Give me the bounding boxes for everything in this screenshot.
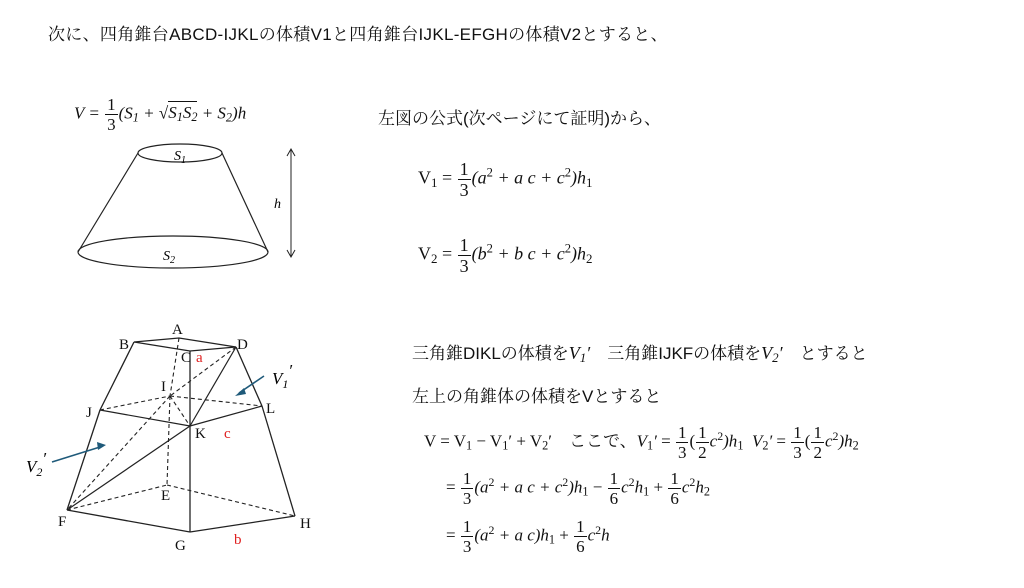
edge-DL: [236, 347, 262, 406]
label-h: h: [274, 197, 281, 212]
label-I: I: [161, 379, 166, 395]
edge-KL: [190, 406, 262, 426]
volume-v-line: 左上の角錐体の体積をVとすると: [412, 387, 662, 406]
v1-equation: $V_1$ = $\frac{1}{3}$ ($a^2 + a$ $c + c^2)h_1$: [418, 159, 593, 200]
hidden-FE: [67, 485, 167, 510]
label-v2p: $V_2'$: [26, 449, 47, 479]
label-G: G: [175, 538, 186, 554]
edge-GH: [190, 516, 295, 532]
label-C: C: [181, 350, 192, 366]
label-D: D: [237, 337, 248, 353]
arrow-v1p-head: [235, 388, 246, 396]
label-F: F: [58, 514, 67, 530]
formula-note: 左図の公式(次ページにて証明)から、: [378, 109, 661, 128]
label-H: H: [300, 516, 311, 532]
hidden-AI: [170, 338, 179, 396]
pyramid-figure: [20, 318, 320, 558]
label-L: L: [266, 401, 276, 417]
edge-FG: [67, 510, 190, 532]
frustum-figure: [70, 140, 310, 275]
frustum-formula: V = $\frac{1}{3}$ $(S_1 + √S_1S_2 + S_2)h$: [74, 95, 247, 134]
hidden-IK: [170, 396, 190, 426]
label-s2: $S_2$: [163, 249, 175, 266]
hidden-IL: [170, 396, 262, 406]
label-b: b: [234, 532, 242, 548]
intro-text: 次に、四角錐台ABCD-IJKLの体積V1と四角錐台IJKL-EFGHの体積V2とすると、: [48, 25, 668, 44]
v2-equation: $V_2$ = $\frac{1}{3}$ ($b^2 + b$ $c + c^2)h_2$: [418, 235, 593, 276]
frustum-left-side: [78, 153, 138, 252]
label-B: B: [119, 337, 130, 353]
definition-line: 三角錐DIKLの体積を$V_1'$ 三角錐IJKFの体積を$V_2'$ とすると: [412, 343, 868, 366]
edge-LH: [262, 406, 295, 516]
equation-b: = $\frac{1}{3}$ ($a^2 + a$ $c + c^2)h_1$ − $\frac{1}{6}$ $c^2h_1$ + $\frac{1}{6}$ $c^2h_2$: [446, 469, 710, 508]
label-K: K: [195, 426, 206, 442]
edge-JF: [67, 410, 100, 510]
hidden-DI: [170, 347, 236, 396]
equation-a: $V = V_1 - V_1' + V_2'$ ここで、$V_1'$ = $\frac{1}{3}$ ( $\frac{1}{2}$ $c^2)h_1$ $V_2'$ = $\frac{1}{3}$ ( $\frac{1}{2}$ $c^2)h_2$: [424, 423, 859, 462]
equation-c: = $\frac{1}{3}$ ($a^2 + a$ $c)h_1$ + $\frac{1}{6}$ $c^2h$: [446, 517, 610, 556]
label-J: J: [86, 405, 92, 421]
label-A: A: [172, 322, 183, 338]
hidden-EH: [167, 485, 295, 516]
label-a: a: [196, 350, 203, 366]
arrow-v2p-head: [97, 442, 106, 450]
label-E: E: [161, 488, 171, 504]
frustum-right-side: [222, 153, 268, 252]
edge-KF: [67, 426, 190, 510]
label-s1: $S_1$: [174, 149, 186, 166]
arrow-v2p: [52, 447, 100, 462]
label-v1p: $V_1'$: [272, 361, 293, 391]
label-c: c: [224, 426, 231, 442]
